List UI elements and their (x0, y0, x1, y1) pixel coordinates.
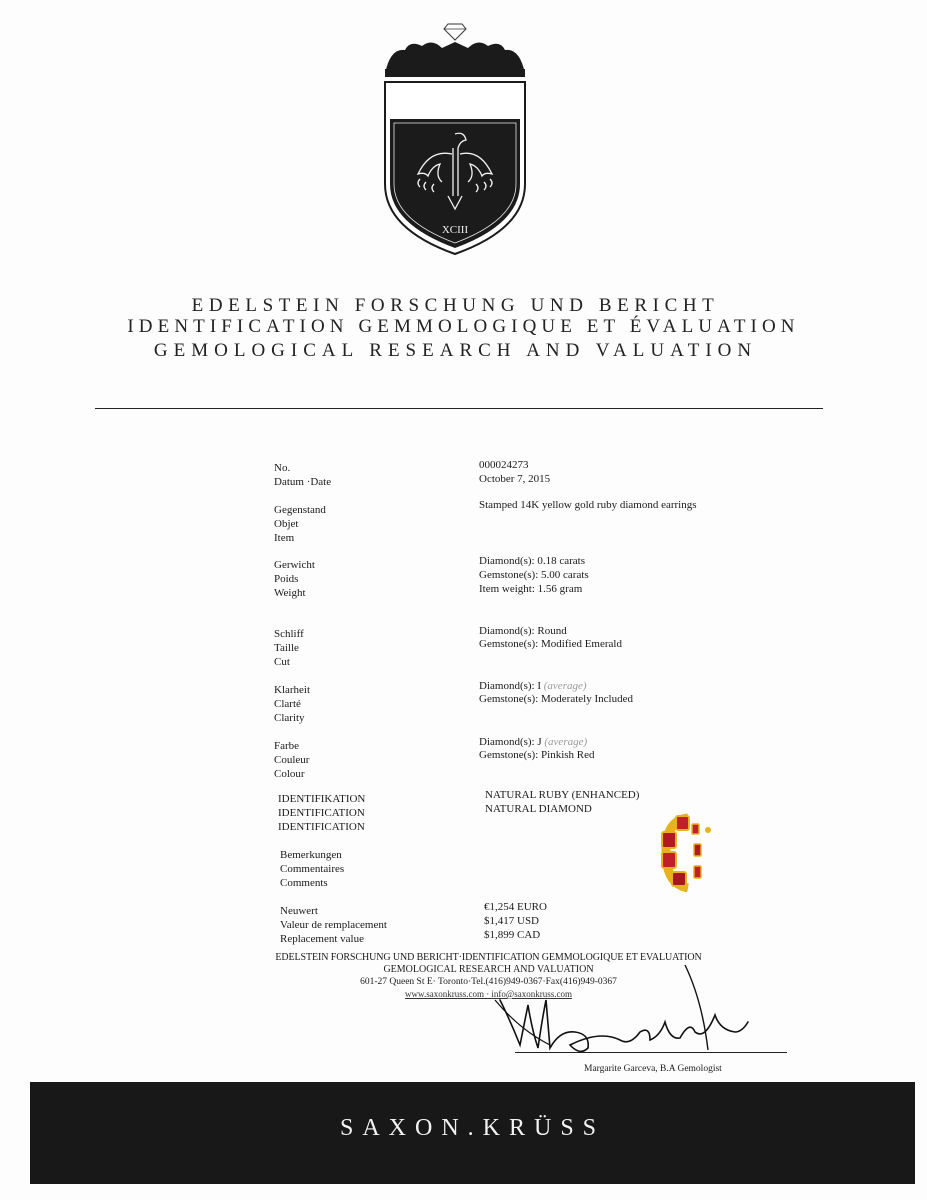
cut-label-en: Cut (274, 656, 290, 668)
weight-label-fr: Poids (274, 573, 299, 585)
crest-numeral: XCIII (441, 224, 469, 236)
no-label: No. (274, 462, 291, 474)
remarks-label-en: Comments (280, 877, 328, 889)
item-label-fr: Objet (274, 518, 299, 530)
signatory-name: Margarite Garceva, B.A Gemologist (584, 1064, 722, 1074)
colour-label-en: Colour (274, 768, 305, 780)
certificate-number: 000024273 (479, 459, 529, 471)
item-label-de: Gegenstand (274, 504, 326, 516)
weight-item: Item weight: 1.56 gram (479, 583, 583, 595)
footer-company-line: EDELSTEIN FORSCHUNG UND BERICHT·IDENTIFICATION GEMMOLOGIQUE ET EVALUATION (275, 952, 702, 963)
footer-english-line: GEMOLOGICAL RESEARCH AND VALUATION (383, 964, 594, 975)
colour-label-de: Farbe (274, 740, 300, 752)
cut-gemstone: Gemstone(s): Modified Emerald (479, 638, 622, 650)
item-value: Stamped 14K yellow gold ruby diamond earrings (479, 499, 697, 511)
value-label-fr: Valeur de remplacement (280, 919, 387, 931)
ident-diamond: NATURAL DIAMOND (485, 803, 592, 815)
clarity-diamond-grade: Diamond(s): I (479, 680, 542, 692)
heading-divider (95, 408, 823, 409)
remarks-label-fr: Commentaires (280, 863, 345, 875)
weight-diamond: Diamond(s): 0.18 carats (479, 555, 585, 567)
footer-address: 601-27 Queen St E· Toronto·Tel.(416)949-0367·Fax(416)949-0367 (360, 977, 617, 987)
ident-label-fr: IDENTIFICATION (278, 807, 365, 819)
signature-image (480, 960, 780, 1060)
heading-english: GEMOLOGICAL RESEARCH AND VALUATION (153, 340, 758, 361)
weight-label-en: Weight (274, 587, 306, 599)
certificate-date: October 7, 2015 (479, 473, 551, 485)
date-label: Datum ·Date (274, 476, 332, 488)
colour-label-fr: Couleur (274, 754, 310, 766)
ident-ruby: NATURAL RUBY (ENHANCED) (485, 789, 640, 801)
footer-links[interactable]: www.saxonkruss.com · info@saxonkruss.com (405, 989, 572, 999)
colour-gemstone: Gemstone(s): Pinkish Red (479, 749, 595, 761)
ident-label-de: IDENTIFIKATION (278, 793, 366, 805)
clarity-label-fr: Clarté (274, 698, 301, 710)
colour-diamond (479, 735, 587, 749)
remarks-label-de: Bemerkungen (280, 849, 342, 861)
item-label-en: Item (274, 532, 295, 544)
brand-name: SAXON.KRÜSS (339, 1115, 606, 1141)
colour-diamond-note: (average) (544, 736, 588, 748)
clarity-label-de: Klarheit (274, 684, 311, 696)
value-label-en: Replacement value (280, 933, 364, 945)
value-usd: $1,417 USD (484, 915, 540, 927)
signature-line (515, 1052, 787, 1053)
ruby-earring-image (658, 812, 718, 892)
value-label-de: Neuwert (280, 905, 318, 917)
crest-emblem (380, 14, 530, 259)
diamond-icon (444, 24, 466, 40)
clarity-label-en: Clarity (274, 712, 305, 724)
clarity-diamond-note: (average) (543, 680, 587, 692)
heading-french: IDENTIFICATION GEMMOLOGIQUE ET ÉVALUATION (127, 316, 800, 337)
cut-label-fr: Taille (274, 642, 299, 654)
value-euro: €1,254 EURO (484, 901, 547, 913)
footer-address-block (0, 952, 927, 1000)
cut-diamond: Diamond(s): Round (479, 625, 567, 637)
colour-diamond-grade: Diamond(s): J (479, 736, 542, 748)
heading-german: EDELSTEIN FORSCHUNG UND BERICHT (191, 295, 720, 316)
crown-icon (385, 42, 525, 77)
weight-label-de: Gerwicht (274, 559, 315, 571)
clarity-gemstone: Gemstone(s): Moderately Included (479, 693, 633, 705)
clarity-diamond (479, 679, 587, 693)
cut-label-de: Schliff (274, 628, 304, 640)
weight-gemstone: Gemstone(s): 5.00 carats (479, 569, 589, 581)
value-cad: $1,899 CAD (484, 929, 541, 941)
ident-label-en: IDENTIFICATION (278, 821, 365, 833)
